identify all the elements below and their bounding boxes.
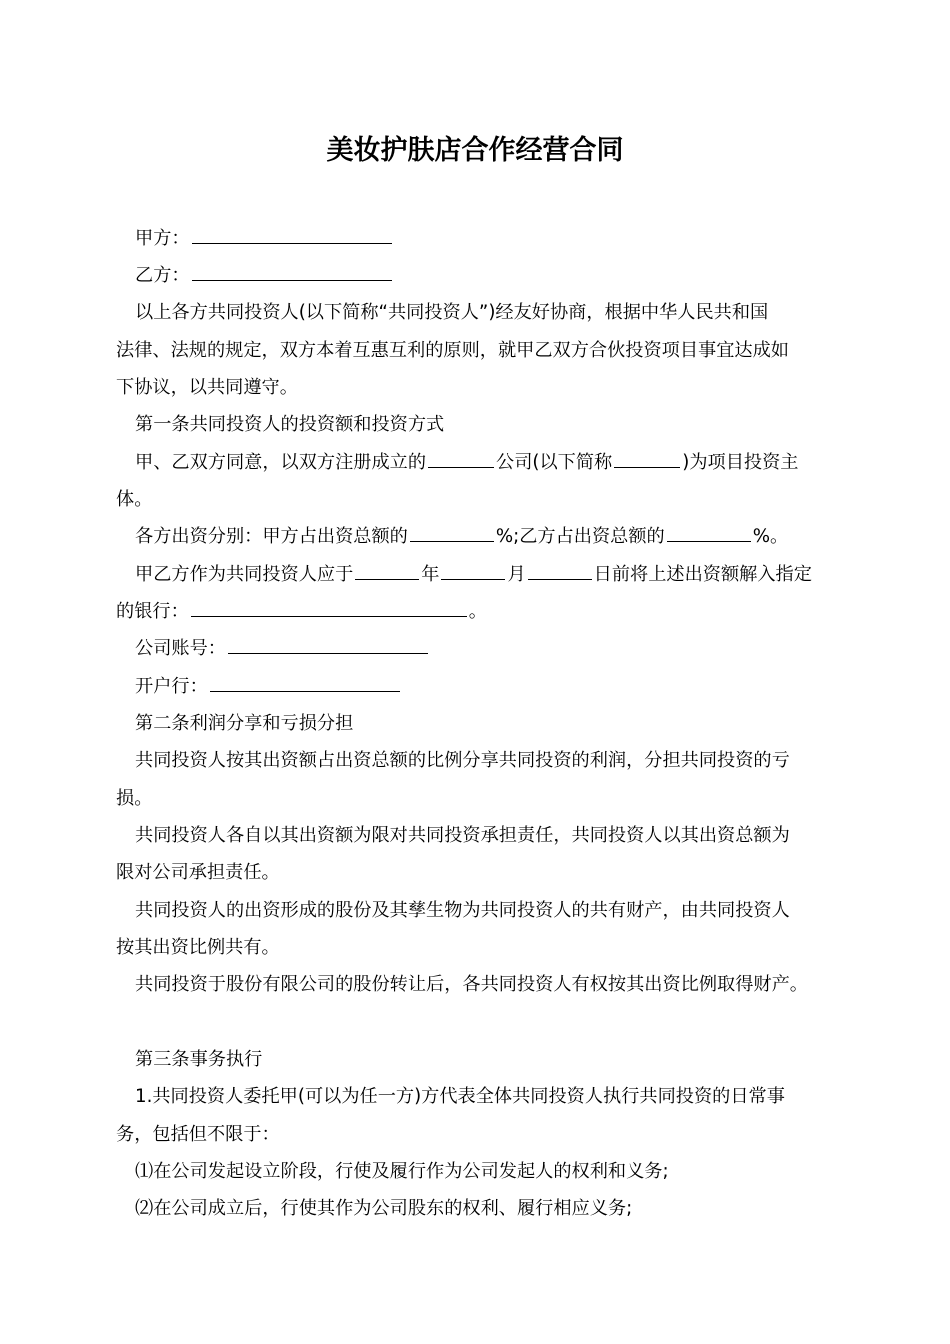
party-a-share-blank xyxy=(410,519,494,542)
article1-p1-c: )为项目投资主 xyxy=(682,452,799,473)
account-blank xyxy=(228,631,428,654)
article2-line-2: 损。 xyxy=(116,788,153,809)
article2-line-6: 按其出资比例共有。 xyxy=(116,937,280,958)
company-short-name-blank xyxy=(614,445,680,468)
party-b-blank xyxy=(192,258,392,281)
document-title: 美妆护肤店合作经营合同 xyxy=(326,135,624,166)
article2-line-1: 共同投资人按其出资额占出资总额的比例分享共同投资的利润，分担共同投资的亏 xyxy=(135,750,790,771)
article1-p3-line1 xyxy=(135,556,860,593)
article2-line-3: 共同投资人各自以其出资额为限对共同投资承担责任，共同投资人以其出资总额为 xyxy=(135,825,790,846)
intro-line-1: 以上各方共同投资人(以下简称“共同投资人”)经友好协商，根据中华人民共和国 xyxy=(135,302,769,323)
party-a-label: 甲方： xyxy=(135,228,190,249)
article2-line-4: 限对公司承担责任。 xyxy=(116,862,280,883)
article3-line-2: 务，包括但不限于： xyxy=(116,1124,280,1145)
article1-p1-line2: 体。 xyxy=(116,489,153,510)
intro-line-3: 下协议，以共同遵守。 xyxy=(116,377,298,398)
article1-p1-a: 甲、乙双方同意，以双方注册成立的 xyxy=(135,452,427,473)
day-blank xyxy=(528,557,592,580)
party-a-blank xyxy=(192,221,392,244)
article1-p3-a: 甲乙方作为共同投资人应于 xyxy=(135,564,354,585)
party-b-line xyxy=(135,257,860,294)
party-b-label: 乙方： xyxy=(135,265,190,286)
article2-heading: 第二条利润分享和亏损分担 xyxy=(135,713,354,734)
article1-p3-b: 年 xyxy=(421,564,440,585)
month-blank xyxy=(441,557,505,580)
article1-p2 xyxy=(135,518,860,555)
article2-line-5: 共同投资人的出资形成的股份及其孳生物为共同投资人的共有财产，由共同投资人 xyxy=(135,900,790,921)
year-blank xyxy=(355,557,419,580)
account-label: 公司账号： xyxy=(135,638,226,659)
account-line xyxy=(135,630,860,667)
opening-bank-blank xyxy=(210,669,400,692)
article3-line-4: ⑵在公司成立后，行使其作为公司股东的权利、履行相应义务; xyxy=(135,1198,633,1219)
article1-p3-e: 的银行： xyxy=(116,601,189,622)
article2-line-7: 共同投资于股份有限公司的股份转让后，各共同投资人有权按其出资比例取得财产。 xyxy=(135,974,808,995)
article3-line-3: ⑴在公司发起设立阶段，行使及履行作为公司发起人的权利和义务; xyxy=(135,1161,669,1182)
bank-blank xyxy=(191,594,467,617)
party-b-share-blank xyxy=(667,519,751,542)
article1-heading: 第一条共同投资人的投资额和投资方式 xyxy=(135,414,445,435)
bank-line xyxy=(135,668,860,705)
article1-p2-b: %;乙方占出资总额的 xyxy=(495,526,665,547)
article1-p3-line2 xyxy=(116,593,841,630)
article1-p3-f: 。 xyxy=(468,601,487,622)
article1-p1-line1 xyxy=(135,444,860,481)
article1-p1-b: 公司(以下简称 xyxy=(496,452,613,473)
article1-p3-d: 日前将上述出资额解入指定 xyxy=(593,564,812,585)
party-a-line xyxy=(135,220,860,257)
article3-heading: 第三条事务执行 xyxy=(135,1049,263,1070)
article1-p2-a: 各方出资分别：甲方占出资总额的 xyxy=(135,526,408,547)
bank-label: 开户行： xyxy=(135,676,208,697)
article1-p2-c: %。 xyxy=(752,526,789,547)
article3-line-1: 1.共同投资人委托甲(可以为任一方)方代表全体共同投资人执行共同投资的日常事 xyxy=(135,1086,785,1107)
article1-p3-c: 月 xyxy=(507,564,526,585)
intro-line-2: 法律、法规的规定，双方本着互惠互利的原则，就甲乙双方合伙投资项目事宜达成如 xyxy=(116,340,789,361)
company-name-blank xyxy=(428,445,494,468)
